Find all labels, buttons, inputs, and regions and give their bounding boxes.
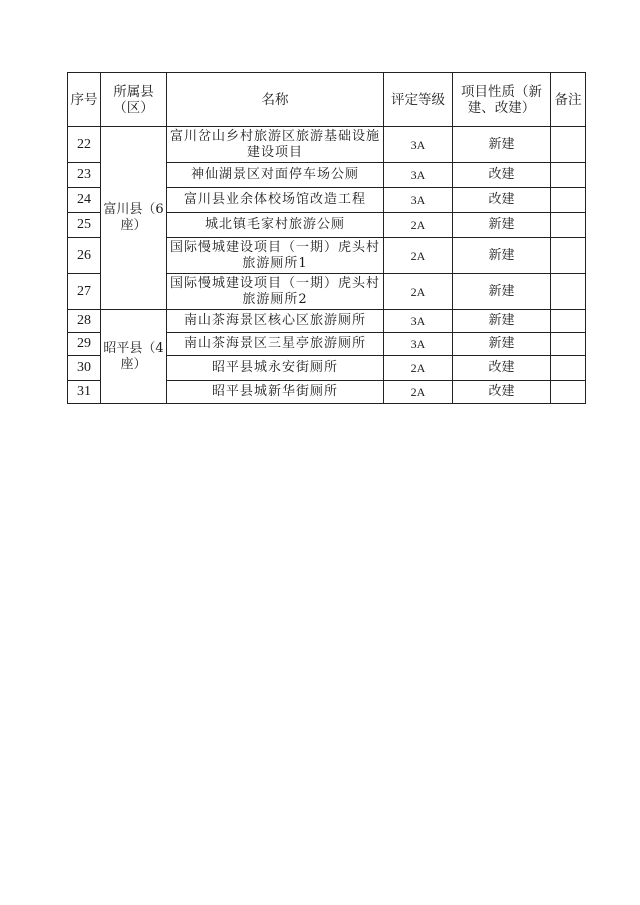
header-seq: 序号 — [68, 73, 101, 127]
row-seq: 30 — [68, 356, 101, 381]
county-cell: 昭平县（4座） — [101, 310, 167, 404]
row-remark — [551, 163, 586, 188]
row-nature: 改建 — [453, 356, 551, 381]
header-county: 所属县（区） — [101, 73, 167, 127]
row-name: 国际慢城建设项目（一期）虎头村旅游厕所2 — [167, 274, 384, 310]
row-seq: 29 — [68, 333, 101, 356]
row-remark — [551, 333, 586, 356]
row-name: 南山茶海景区核心区旅游厕所 — [167, 310, 384, 333]
row-name: 富川岔山乡村旅游区旅游基础设施建设项目 — [167, 127, 384, 163]
row-grade: 2A — [384, 356, 453, 381]
row-remark — [551, 213, 586, 238]
row-nature: 改建 — [453, 188, 551, 213]
header-remark: 备注 — [551, 73, 586, 127]
row-name: 南山茶海景区三星亭旅游厕所 — [167, 333, 384, 356]
row-name: 城北镇毛家村旅游公厕 — [167, 213, 384, 238]
row-name: 昭平县城新华街厕所 — [167, 381, 384, 404]
row-seq: 27 — [68, 274, 101, 310]
header-nature: 项目性质（新建、改建） — [453, 73, 551, 127]
county-cell: 富川县（6座） — [101, 127, 167, 310]
row-grade: 2A — [384, 213, 453, 238]
row-seq: 23 — [68, 163, 101, 188]
row-seq: 26 — [68, 238, 101, 274]
row-grade: 2A — [384, 274, 453, 310]
row-seq: 24 — [68, 188, 101, 213]
row-remark — [551, 274, 586, 310]
row-remark — [551, 238, 586, 274]
header-name: 名称 — [167, 73, 384, 127]
row-remark — [551, 310, 586, 333]
row-remark — [551, 127, 586, 163]
row-seq: 31 — [68, 381, 101, 404]
row-grade: 3A — [384, 333, 453, 356]
row-nature: 新建 — [453, 333, 551, 356]
row-name: 神仙湖景区对面停车场公厕 — [167, 163, 384, 188]
row-name: 富川县业余体校场馆改造工程 — [167, 188, 384, 213]
row-seq: 28 — [68, 310, 101, 333]
row-nature: 改建 — [453, 163, 551, 188]
row-nature: 新建 — [453, 310, 551, 333]
row-nature: 新建 — [453, 274, 551, 310]
row-name: 昭平县城永安街厕所 — [167, 356, 384, 381]
row-remark — [551, 188, 586, 213]
row-seq: 22 — [68, 127, 101, 163]
row-remark — [551, 381, 586, 404]
row-nature: 新建 — [453, 127, 551, 163]
row-name: 国际慢城建设项目（一期）虎头村旅游厕所1 — [167, 238, 384, 274]
header-grade: 评定等级 — [384, 73, 453, 127]
row-grade: 2A — [384, 238, 453, 274]
row-grade: 2A — [384, 381, 453, 404]
table-header-row — [68, 73, 586, 127]
row-grade: 3A — [384, 188, 453, 213]
table-row — [68, 127, 586, 163]
row-nature: 新建 — [453, 238, 551, 274]
project-table — [67, 72, 586, 404]
table-row — [68, 310, 586, 333]
row-grade: 3A — [384, 127, 453, 163]
row-nature: 改建 — [453, 381, 551, 404]
row-nature: 新建 — [453, 213, 551, 238]
row-grade: 3A — [384, 163, 453, 188]
row-grade: 3A — [384, 310, 453, 333]
row-remark — [551, 356, 586, 381]
row-seq: 25 — [68, 213, 101, 238]
